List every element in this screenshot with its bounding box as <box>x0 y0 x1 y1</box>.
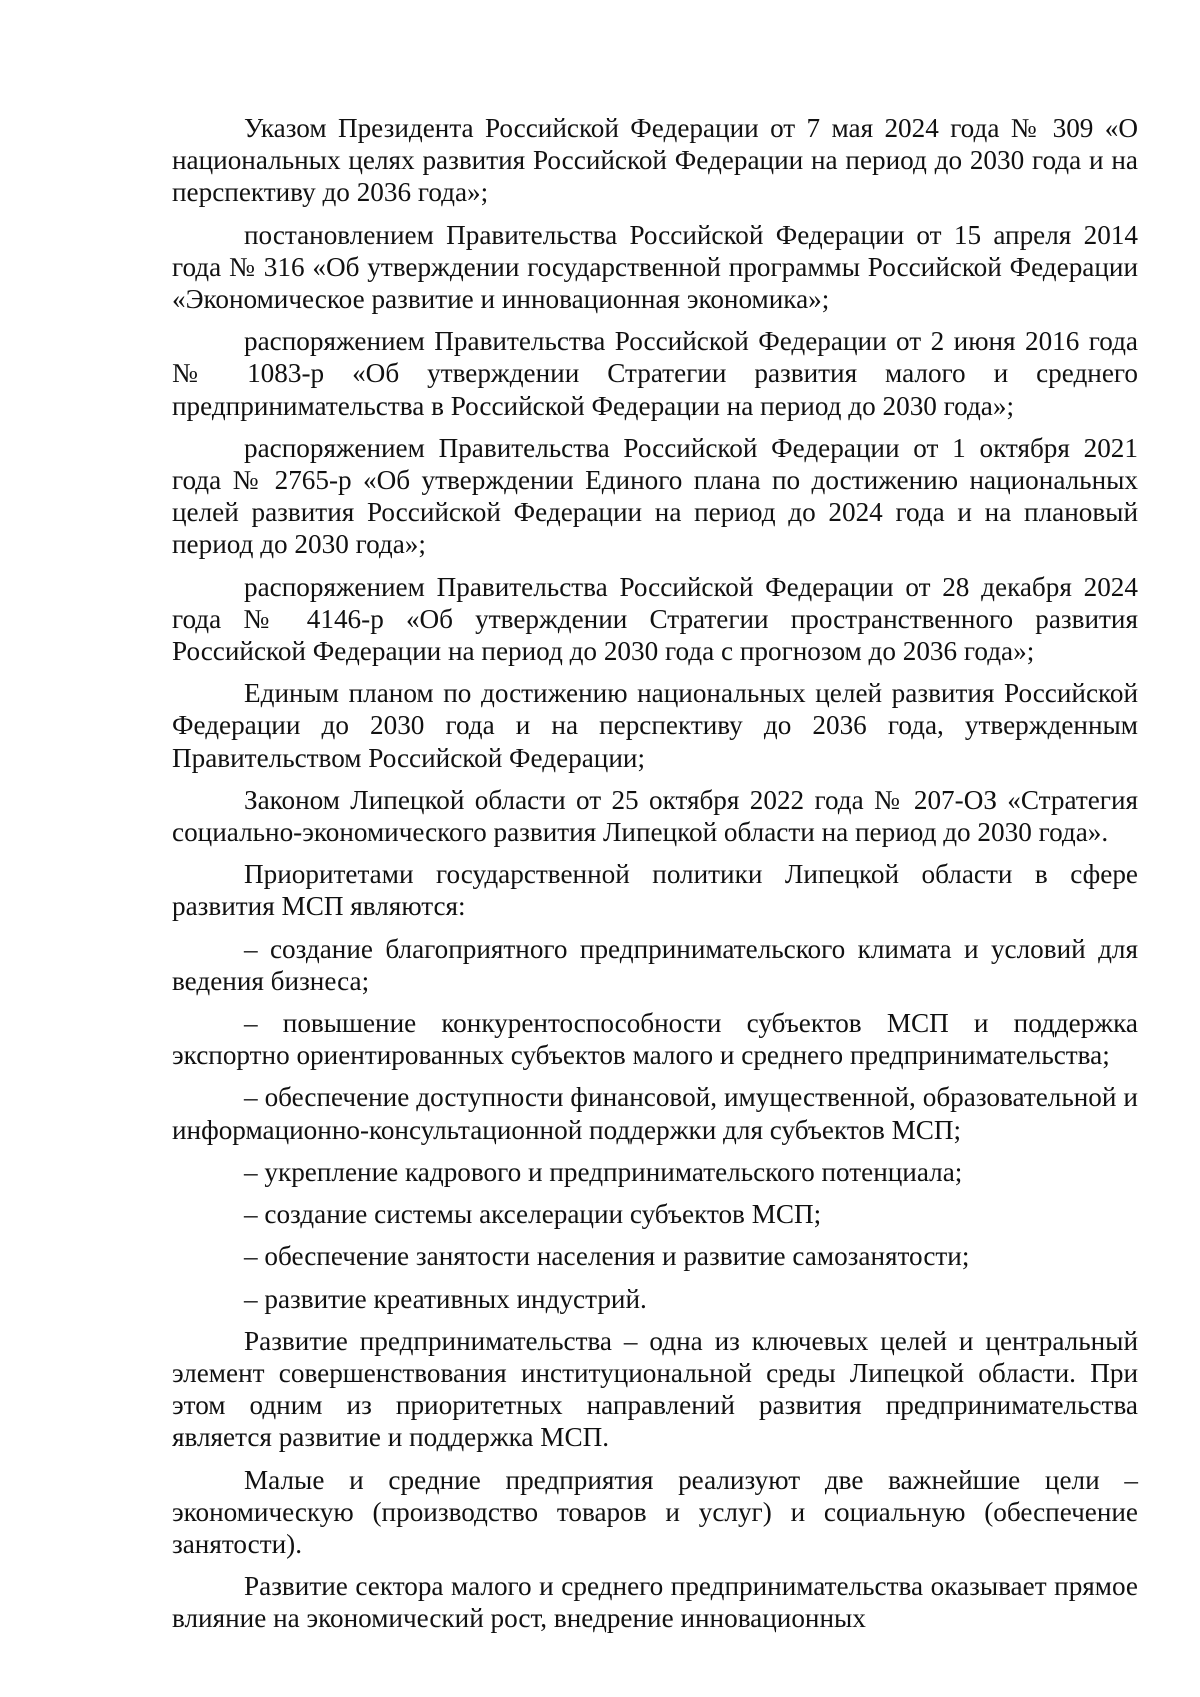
paragraph-order-1083: распоряжением Правительства Российской Федерации от 2 июня 2016 года № 1083-р «Об утверждении Стратегии развития малого и среднего предпринимательства в Российской Федерации на период до 2030 года»; <box>172 326 1138 421</box>
list-item-employment: – обеспечение занятости населения и развитие самозанятости; <box>244 1241 970 1272</box>
paragraph-entrepreneurship-development: Развитие предпринимательства – одна из ключевых целей и центральный элемент совершенствования институциональной среды Липецкой области. При этом одним из приоритетных направлений развития предпринимательства является развитие и поддержка МСП. <box>172 1325 1138 1453</box>
list-item-personnel: – укрепление кадрового и предпринимательского потенциала; <box>244 1156 963 1187</box>
paragraph-order-4146: распоряжением Правительства Российской Федерации от 28 декабря 2024 года № 4146-р «Об утверждении Стратегии пространственного развития Российской Федерации на период до 2030 года с прогнозом до 2036 года»; <box>172 571 1138 667</box>
paragraph-order-2765: распоряжением Правительства Российской Федерации от 1 октября 2021 года № 2765-р «Об утверждении Единого плана по достижению национальных целей развития Российской Федерации на период до 2024 года и на плановый период до 2030 года»; <box>172 432 1138 560</box>
document-body <box>172 112 1138 1635</box>
list-item-support-access: – обеспечение доступности финансовой, имущественной, образовательной и информационно-консультационной поддержки для субъектов МСП; <box>172 1082 1138 1145</box>
list-item-competitiveness: – повышение конкурентоспособности субъектов МСП и поддержка экспортно ориентированных субъектов малого и среднего предпринимательства; <box>172 1008 1138 1071</box>
list-item-creative-industries: – развитие креативных индустрий. <box>244 1283 647 1314</box>
paragraph-decree-president: Указом Президента Российской Федерации от 7 мая 2024 года № 309 «О национальных целях развития Российской Федерации на период до 2030 года и на перспективу до 2036 года»; <box>172 113 1138 208</box>
list-item-acceleration: – создание системы акселерации субъектов МСП; <box>244 1199 822 1230</box>
paragraph-sme-goals: Малые и средние предприятия реализуют две важнейшие цели – экономическую (производство товаров и услуг) и социальную (обеспечение занятости). <box>172 1464 1138 1559</box>
list-item-climate: – создание благоприятного предпринимательского климата и условий для ведения бизнеса; <box>172 933 1138 996</box>
paragraph-sme-impact: Развитие сектора малого и среднего предпринимательства оказывает прямое влияние на экономический рост, внедрение инновационных <box>172 1571 1138 1634</box>
paragraph-priorities-intro: Приоритетами государственной политики Липецкой области в сфере развития МСП являются: <box>172 859 1138 922</box>
paragraph-unified-plan: Единым планом по достижению национальных целей развития Российской Федерации до 2030 года и на перспективу до 2036 года, утвержденным Правительством Российской Федерации; <box>172 678 1138 773</box>
paragraph-resolution-316: постановлением Правительства Российской Федерации от 15 апреля 2014 года № 316 «Об утверждении государственной программы Российской Федерации «Экономическое развитие и инновационная экономика»; <box>172 219 1138 315</box>
paragraph-regional-law: Законом Липецкой области от 25 октября 2022 года № 207-ОЗ «Стратегия социально-экономического развития Липецкой области на период до 2030 года». <box>172 784 1138 848</box>
